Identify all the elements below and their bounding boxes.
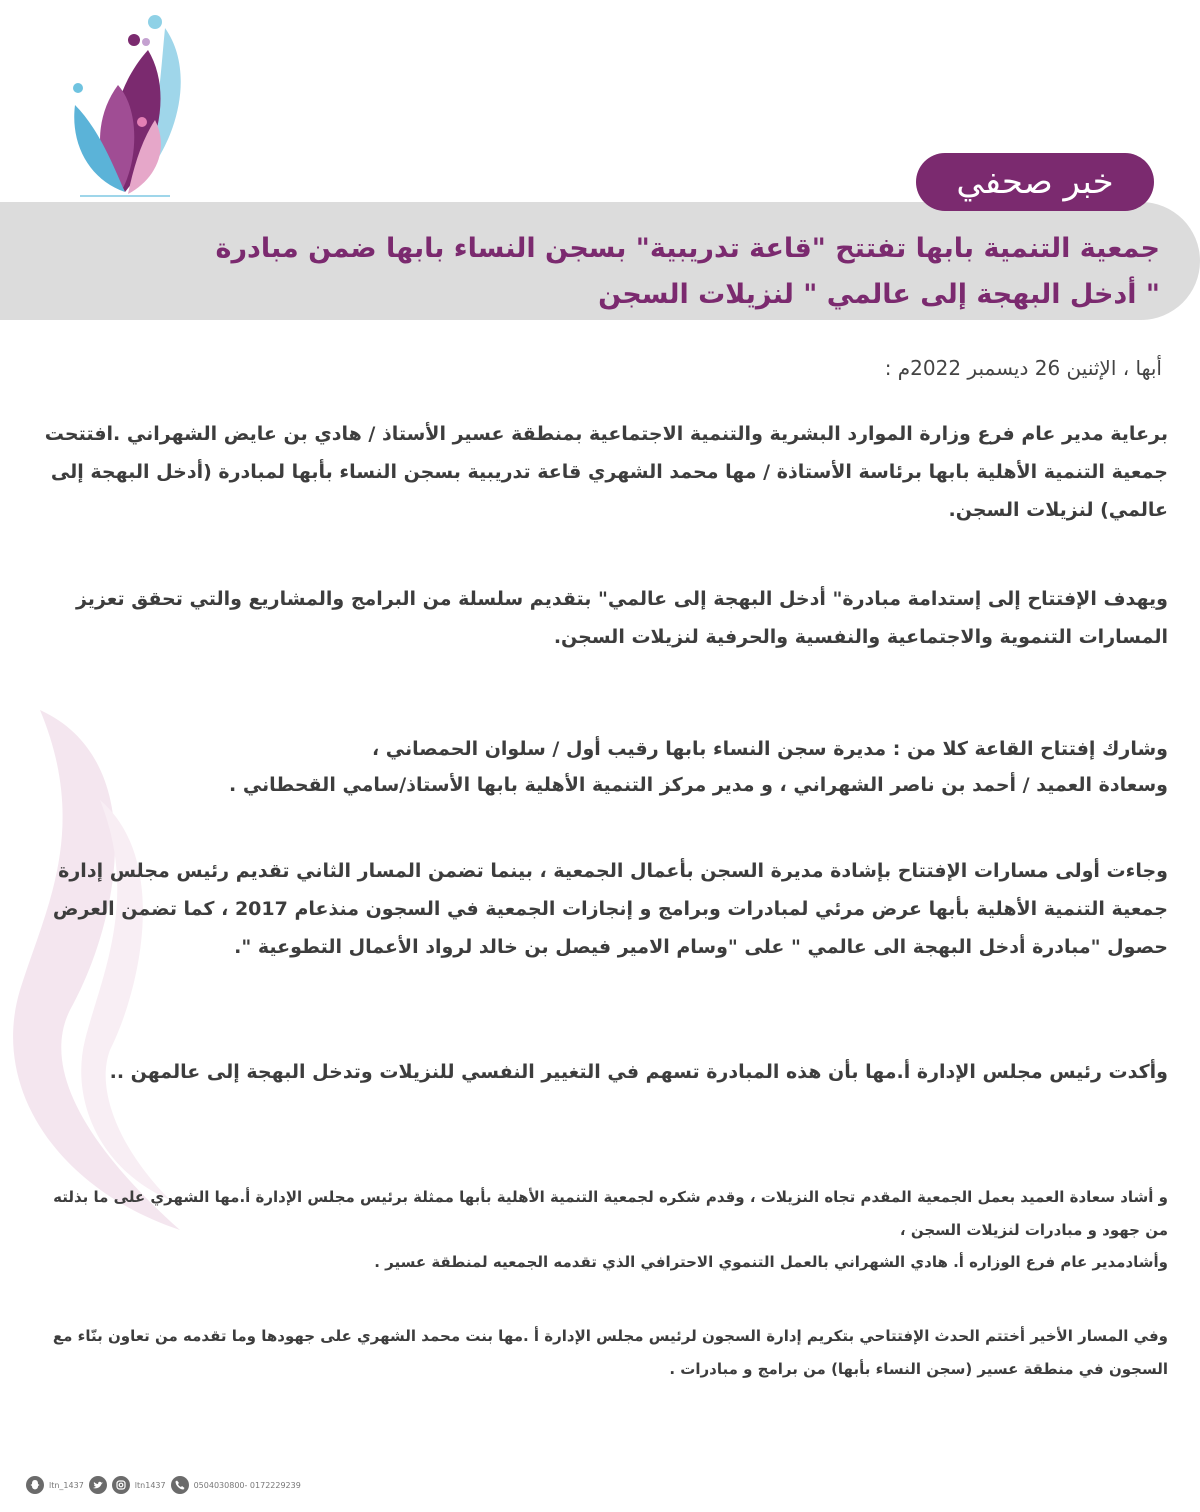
twitter-icon — [89, 1476, 107, 1494]
paragraph-6: وأكدت رئيس مجلس الإدارة أ.مها بأن هذه المبادرة تسهم في التغيير النفسي للنزيلات وتدخل البهجة إلى عالمهن .. — [109, 1061, 1168, 1083]
dateline: أبها ، الإثنين 26 ديسمبر 2022م : — [884, 356, 1162, 380]
twitter-instagram-handle: ltn1437 — [134, 1480, 166, 1490]
paragraph-3: وشارك إفتتاح القاعة كلا من : مديرة سجن النساء بابها رقيب أول / سلوان الحمصاني ، — [371, 738, 1168, 760]
snapchat-handle: ltn_1437 — [49, 1480, 84, 1490]
footer-contacts — [26, 1473, 301, 1497]
organization-logo — [60, 10, 190, 205]
paragraph-4: وسعادة العميد / أحمد بن ناصر الشهراني ، و مدير مركز التنمية الأهلية بابها الأستاذ/سامي القحطاني . — [228, 774, 1168, 796]
instagram-icon — [112, 1476, 130, 1494]
phone-numbers: 0504030800- 0172229239 — [193, 1480, 301, 1490]
headline-line-2: " أدخل البهجة إلى عالمي " لنزيلات السجن — [598, 279, 1160, 310]
snapchat-icon — [26, 1476, 44, 1494]
paragraph-8: وأشادمدير عام فرع الوزاره أ. هادي الشهراني بالعمل التنموي الاحترافي الذي تقدمه الجمعيه لمنطقة عسير . — [374, 1253, 1168, 1271]
paragraph-9: وفي المسار الأخير أختتم الحدث الإفتتاحي بتكريم إدارة السجون لرئيس مجلس الإدارة أ .مها بنت محمد الشهري على جهودها وما تقدمه من تعاون بنّاء مع السجون في منطقة عسير (سجن النساء بأبها) من برامج و مبادرات . — [52, 1327, 1168, 1378]
headline — [20, 226, 1160, 318]
phone-icon — [171, 1476, 189, 1494]
paragraph-2: ويهدف الإفتتاح إلى إستدامة مبادرة" أدخل البهجة إلى عالمي" بتقديم سلسلة من البرامج والمشاريع والتي تحقق تعزيز المسارات التنموية والاجتماعية والنفسية والحرفية لنزيلات السجن. — [75, 588, 1168, 648]
paragraph-7: و أشاد سعادة العميد بعمل الجمعية المقدم تجاه النزيلات ، وقدم شكره لجمعية التنمية الأهلية بأبها ممثلة برئيس مجلس الإدارة أ.مها الشهري على ما بذلته من جهود و مبادرات لنزيلات السجن ، — [53, 1188, 1168, 1239]
news-tag-label: خبر صحفي — [916, 153, 1154, 211]
paragraph-1: برعاية مدير عام فرع وزارة الموارد البشرية والتنمية الاجتماعية بمنطقة عسير الأستاذ / هادي بن عايض الشهراني .افتتحت جمعية التنمية الأهلية بابها برئاسة الأستاذة / مها محمد الشهري قاعة تدريبية بسجن النساء بأبها لمبادرة (أدخل البهجة إلى عالمي) لنزيلات السجن. — [44, 423, 1168, 521]
headline-line-1: جمعية التنمية بابها تفتتح "قاعة تدريبية" بسجن النساء بابها ضمن مبادرة — [215, 233, 1160, 264]
paragraph-5: وجاءت أولى مسارات الإفتتاح بإشادة مديرة السجن بأعمال الجمعية ، بينما تضمن المسار الثاني تقديم رئيس مجلس إدارة جمعية التنمية الأهلية بأبها عرض مرئي لمبادرات وبرامج و إنجازات الجمعية في السجون منذعام 2017 ، كما تضمن العرض حصول "مبادرة أدخل البهجة الى عالمي " على "وسام الامير فيصل بن خالد لرواد الأعمال التطوعية ". — [52, 860, 1168, 958]
